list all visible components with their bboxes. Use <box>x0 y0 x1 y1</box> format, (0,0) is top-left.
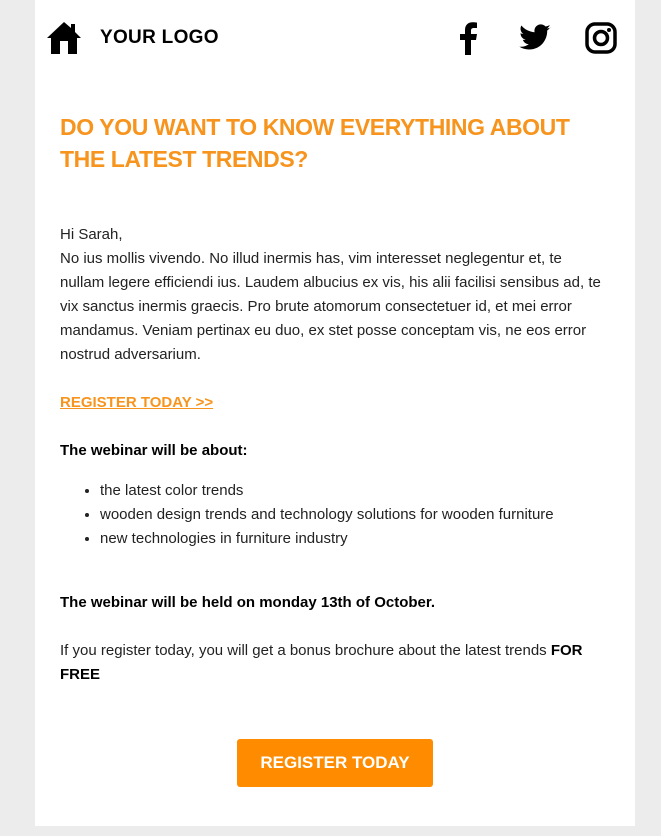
house-icon <box>46 20 82 56</box>
email-content <box>60 111 610 687</box>
email-container <box>35 0 635 826</box>
greeting: Hi Sarah, <box>60 226 123 243</box>
topics-list <box>60 479 610 551</box>
cta-wrapper <box>35 739 635 787</box>
logo-text: YOUR LOGO <box>100 27 219 48</box>
bonus-text <box>60 639 610 687</box>
register-button[interactable]: REGISTER TODAY <box>237 739 433 787</box>
instagram-icon[interactable] <box>584 21 618 55</box>
webinar-date-text: The webinar will be held on monday 13th of October. <box>60 594 436 611</box>
social-links <box>452 20 618 56</box>
twitter-icon[interactable] <box>518 21 552 55</box>
list-item: • wooden design trends and technology solutions for wooden furniture <box>100 503 610 527</box>
email-header <box>35 0 635 80</box>
headline: DO YOU WANT TO KNOW EVERYTHING ABOUT THE LATEST TRENDS? <box>60 114 570 172</box>
facebook-icon[interactable] <box>452 21 486 55</box>
list-item: • new technologies in furniture industry <box>100 527 610 551</box>
register-link[interactable]: REGISTER TODAY >> <box>60 394 214 411</box>
body-text: No ius mollis vivendo. No illud inermis has, vim interesset neglegentur et, te nullam legere efficiendi ius. Laudem albucius ex vis, his alii facilisi sensibus ad, te vix sanctus inermis graecis. Pro brute atomorum consectetuer id, et mei error mandamus. Veniam pertinax eu duo, ex stet posse conceptam vis, ne eos error nostrud adversarium. <box>60 250 601 363</box>
list-item: • the latest color trends <box>100 479 610 503</box>
about-title: The webinar will be about: <box>60 442 248 459</box>
bonus-text-strong: FOR FREE <box>60 642 583 683</box>
bonus-text-main: If you register today, you will get a bonus brochure about the latest trends <box>60 642 551 659</box>
logo[interactable] <box>46 20 219 56</box>
